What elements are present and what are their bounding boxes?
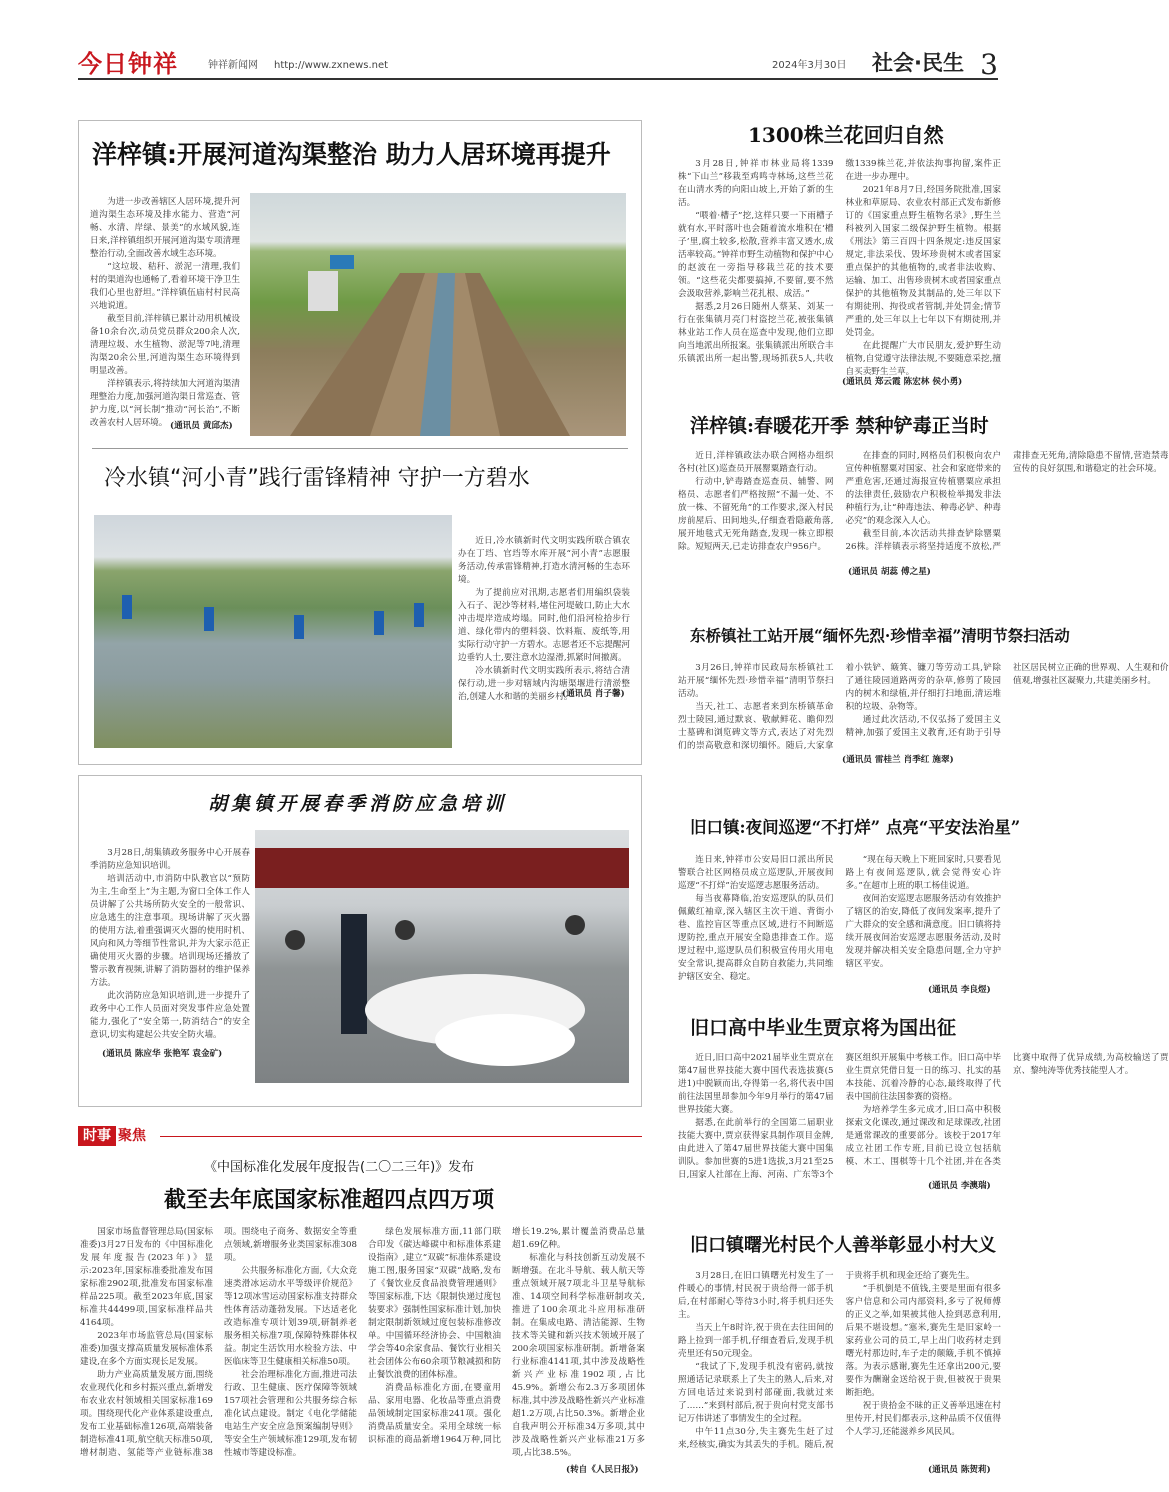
article1-title: 洋梓镇:开展河道沟渠整治 助力人居环境再提升 bbox=[92, 140, 611, 169]
article4-body: 3月28日,钟祥市林业局将1339株“下山兰”移栽至鸡鸣寺林场,这些兰花在山清水秀的向阳山坡上,开始了新的生活。 “喂着·槽子”挖,这样只要一下雨槽子就有水,平时落叶也会随着流水堆积在‘槽子’里,腐土较多,松散,营养丰富又透水,成活率较高。”钟祥市野生动植物和保护中心的赵波在一旁指导移栽兰花的技术要领。“这些花尖都要搞掉,不要留,要不然会汲取营养,影响兰花扎根、成活。” 据悉,2月26日随州人蔡某、刘某一行在张集镇月亮门村盗挖兰花,被张集镇林业站工作人员在巡查中发现,他们立即向当地派出所报案。张集镇派出所联合丰乐镇派出所一起出警,现场抓获5人,共收缴1339株兰花,并依法拘事拘留,案件正在进一步办理中。 2021年8月7日,经国务院批准,国家林业和草原局、农业农村部正式发布新修订的《国家重点野生植物名录》,野生兰科被列入国家二级保护野生植物。根据《刑法》第三百四十四条规定:违反国家规定,非法采伐、毁坏珍贵树木或者国家重点保护的其他植物的,或者非法收购、运输、加工、出售珍贵树木或者国家重点保护的其他植物及其制品的,处三年以下有期徒刑、拘役或者管制,并处罚金;情节严重的,处三年以上七年以下有期徒刑,并处罚金。 在此提醒广大市民朋友,爱护野生动植物,自觉遵守法律法规,不要随意采挖,擅自买卖野生兰草。 bbox=[678, 159, 1001, 377]
shishi-body: 国家市场监督管理总局(国家标准委)3月27日发布的《中国标准化发展年度报告(2023年)》显示:2023年,国家标准委批准发布国家标准2902项,批准发布国家标准样品225项。截至2023年底,国家标准共44499项,国家标准样品共4164项。 2023年市场监管总局(国家标准委)加强支撑高质量发展标准体系建设,在多个方面实现长足发展。 助力产业高质量发展方面,围绕农业现代化和乡村振兴重点,新增发布农业农村领域相关国家标准169项。围绕现代化产业体系建设重点,发布工业基础标准126项,高端装备制造标准41项,航空航天标准50项,增材制造、氢能等产业链标准38项。围绕电子商务、数据安全等重点领域,新增服务业类国家标准308项。 公共服务标准化方面,《大众竞速类滑冰运动水平等级评价规范》等12项冰雪运动国家标准支持群众性体育活动蓬勃发展。下达适老化改造标准专项计划39项,研制养老服务相关标准7项,保障特殊群体权益。制定生活饮用水检验方法、中医临床等卫生健康相关标准50项。 社会治理标准化方面,推进司法行政、卫生健康、医疗保障等领域157项社会管理和公共服务综合标准化试点建设。制定《电化学储能电站生产安全应急预案编制导则》等安全生产领域标准129项,发布韧性城市等建设标准。 绿色发展标准方面,11部门联合印发《碳达峰碳中和标准体系建设指南》,建立“双碳”标准体系建设施工图,服务国家“双碳”战略,发布了《餐饮业反食品浪费管理通则》等国家标准,下达《限制快递过度包装要求》强制性国家标准计划,加快制定限制新领域过度包装标准修改单。中国循环经济协会、中国粮油学会等40余家食品、餐饮行业相关社会团体公布60余项节粮减损和防止餐饮浪费的团体标准。 消费品标准化方面,在婴童用品、家用电器、化妆品等重点消费品领域制定国家标准241项。强化消费品质量安全。采用全球统一标识标准的商品新增1964万种,同比增长19.2%,累计覆盖消费品总量超1.69亿种。 标准化与科技创新互动发展不断增强。在北斗导航、载人航天等重点领域开展7项北斗卫星导航标准、14项空间科学标准研制攻关,推进了100余项北斗应用标准研制。在集成电路、清洁能源、生物技术等关键和新兴技术领域开展了200余项国家标准研制。新增备案行业标准4141项,其中涉及战略性新兴产业标准1902项,占比45.9%。新增公布2.3万多项团体标准,其中涉及战略性新兴产业标准超1.2万项,占比50.3%。新增企业自我声明公开标准34万多项,其中涉及战略性新兴产业标准21万多项,占比38.5%。 bbox=[80, 1227, 645, 1458]
site-name: 钟祥新闻网 bbox=[208, 60, 258, 71]
masthead bbox=[78, 44, 998, 80]
shishi-credit: (转自《人民日报》) bbox=[566, 1465, 639, 1475]
article8-body: 近日,旧口高中2021届毕业生贾京在第47届世界技能大赛中国代表选拔赛(5进1)中脱颖而出,夺得第一名,将代表中国前往法国里昂参加今年9月举行的第47届世界技能大赛。 据悉,在此前举行的全国第二届职业技能大赛中,贾京获得家具制作项目金牌,由此进入了第47届世界技能大赛中国集训队。参加世赛的5进1选拔,3月21至25日,国家人社部在上海、河南、广东等3个赛区组织开展集中考核工作。旧口高中毕业生贾京凭借日复一日的练习、扎实的基本技能、沉着冷静的心态,最终取得了代表中国前往法国参赛的资格。 为培养学生多元成才,旧口高中积极探索文化课改,通过课改和足球课改,社团是通常课改的重要部分。该校于2017年成立社团工作专班,目前已设立包括航模、木工、围棋等十几个社团,并在各类比赛中取得了优异成绩,为高校输送了贾京、黎纯涛等优秀技能型人才。 bbox=[678, 1053, 1169, 1180]
shishi-title: 截至去年底国家标准超四点四万项 bbox=[164, 1187, 495, 1213]
shishi-subtitle: 《中国标准化发展年度报告(二〇二三年)》发布 bbox=[204, 1160, 475, 1175]
article3-body: 3月28日,胡集镇政务服务中心开展春季消防应急知识培训。 培训活动中,市消防中队教官以“预防为主,生命至上”为主题,为窗口全体工作人员讲解了公共场所防火安全的一般常识、应急逃生的注意事项。现场讲解了灭火器的使用方法,着重强调灭火器的使用时机、风向和风力等细节性常识,并为大家示范正确使用灭火器的步骤。培训现场还播放了警示教育视频,讲解了消防器材的维护保养方法。 此次消防应急知识培训,进一步提升了政务中心工作人员面对突发事件应急处置能力,强化了“安全第一,防消结合”的安全意识,切实构建起公共安全防火墙。 bbox=[90, 848, 250, 1040]
river-cleanup-photo bbox=[250, 193, 626, 436]
article7-body: 连日来,钟祥市公安局旧口派出所民警联合社区网格员成立巡逻队,开展夜间巡逻“不打烊”治安巡逻志愿服务活动。 每当夜幕降临,治安巡逻队的队员们佩戴红袖章,深入辖区主次干道、背街小巷、监控盲区等重点区域,进行不间断巡逻防控,重点开展安全隐患排查工作。巡逻过程中,巡逻队员们积极宣传用火用电安全常识,提高群众自防自救能力,共同维护辖区安全、稳定。 “现在每天晚上下班回家时,只要看见路上有夜间巡逻队,就会觉得安心许多。”在超市上班的职工杨佳说道。 夜间治安巡逻志愿服务活动有效推护了辖区的治安,降低了夜间发案率,提升了广大群众的安全感和满意度。旧口镇将持续开展夜间治安巡逻志愿服务活动,及时发现并解决相关安全隐患问题,全力守护辖区平安。 bbox=[678, 855, 1001, 982]
article3-credit: (通讯员 陈应华 张艳军 袁金矿) bbox=[102, 1049, 223, 1059]
issue-date: 2024年3月30日 bbox=[772, 60, 847, 71]
current-affairs-tag: 时事 聚焦 bbox=[78, 1126, 158, 1146]
article2-body: 近日,冷水镇新时代文明实践所联合镇农办在丁垱、官垱等水库开展“河小青”志愿服务活动,传承雷锋精神,打造水清河畅的生态环境。 为了提前应对汛期,志愿者们用编织袋装入石子、泥沙等材料,堵住河堤破口,防止大水冲击堤岸造成垮塌。同时,他们沿河检拾步行道、绿化带内的塑料袋、饮料瓶、废纸等,用实际行动守护一方碧水。志愿者还不忘提醒河边垂钓人士,要注意水边湿滑,抓紧时间撤离。 冷水镇新时代文明实践所表示,将结合清保行动,进一步对辖域内沟塘渠堰进行清淤整治,创建人水和谐的美丽乡村。 bbox=[458, 536, 630, 702]
article4-title: 1300株兰花回归自然 bbox=[748, 123, 944, 147]
article8-title: 旧口高中毕业生贾京将为国出征 bbox=[690, 1017, 957, 1039]
article1-body: 为进一步改善辖区人居环境,提升河道沟渠生态环境及排水能力、营造“河畅、水清、岸绿、景美”的水域风貌,连日来,洋梓镇组织开展河道沟渠专项清理整治行动,全面改善水域生态环境。 “这垃圾、秸秆、淤泥一清理,我们村的渠道沟也通畅了,看着环境干净卫生我们心里也舒坦。”洋梓镇伍庙村村民高兴地说道。 截至目前,洋梓镇已累计动用机械设备10余台次,动员党员群众200余人次,清理垃圾、水生植物、淤泥等7吨,清理沟渠20余公里,河道沟渠生态环境得到明显改善。 洋梓镇表示,将持续加大河道沟渠清理整治力度,加强河道沟渠日常巡查、管护力度,以“河长制”推动“河长治”,不断改善农村人居环境。 bbox=[90, 197, 240, 428]
article3-title: 胡集镇开展春季消防应急培训 bbox=[208, 793, 508, 815]
article9-credit: (通讯员 陈贺莉) bbox=[928, 1465, 991, 1475]
article5-body: 近日,洋梓镇政法办联合网格办组织各村(社区)巡查员开展罂粟踏查行动。 行动中,铲毒踏查巡查员、辅警、网格员、志愿者们严格按照“不漏一处、不放一株、不留死角”的工作要求,深入村民房前屋后、田间地头,仔细查看隐蔽角落,展开地毯式无死角踏查,发现一株立即根除。短短两天,已走访排查农户956户。 在排查的同时,网格员们积极向农户宣传种植罂粟对国家、社会和家庭带来的严重危害,还通过海报宣传植罂粟应承担的法律责任,鼓励农户积极检举揭发非法种植行为,让“种毒违法、种毒必铲、种毒必究”的观念深入人心。 截至目前,本次活动共排查铲除罂粟26株。洋梓镇表示将坚持适度不放松,严肃排查无死角,清除隐患不留情,营造禁毒宣传的良好氛围,和谐稳定的社会环境。 bbox=[678, 451, 1169, 552]
article2-title: 冷水镇“河小青”践行雷锋精神 守护一方碧水 bbox=[104, 466, 530, 491]
article6-title: 东桥镇社工站开展“缅怀先烈·珍惜幸福”清明节祭扫活动 bbox=[690, 626, 1070, 645]
fire-drill-photo bbox=[255, 830, 629, 1083]
river-volunteers-photo-art bbox=[94, 515, 452, 748]
newspaper-logo: 今日钟祥 bbox=[78, 49, 178, 78]
page-number: 3 bbox=[980, 48, 998, 81]
article5-credit: (通讯员 胡蕊 傅之星) bbox=[848, 567, 931, 577]
section-name: 社会·民生 bbox=[872, 51, 964, 75]
article7-title: 旧口镇:夜间巡逻“不打烊” 点亮“平安法治星” bbox=[690, 818, 1021, 837]
site-url[interactable]: http://www.zxnews.net bbox=[274, 60, 389, 71]
article4-credit: (通讯员 郑云霞 陈宏林 侯小勇) bbox=[842, 377, 963, 387]
article1-credit: (通讯员 黄邱杰) bbox=[170, 421, 233, 431]
river-cleanup-photo-art bbox=[250, 193, 626, 436]
article9-title: 旧口镇曙光村民个人善举彰显小村大义 bbox=[690, 1235, 996, 1256]
article9-body: 3月28日,在旧口镇曙光村发生了一件暖心的事情,村民祝于贵给得一部手机后,在村部耐心等待3小时,将手机归还失主。 当天上午8时许,祝于贵在去往田间的路上捡到一部手机,仔细查看后,发现手机壳里还有50元现金。 “我试了下,发现手机没有密码,就按照通话记录联系上了失主的熟人,后来,对方回电话过来说到村部碰面,我就过来了……”来到村部后,祝于贵向村党支部书记万伟讲述了事情发生的全过程。 中午11点30分,失主赛先生赶了过来,经核实,确实为其丢失的手机。随后,祝于贵将手机和现金还给了赛先生。 “手机倒是不值钱,主要是里面有很多客户信息和公司内部资料,多亏了祝师傅的正义之举,如果被其他人捡到恶意利用,后果不堪设想。”塞米,赛先生是旧家岭一家药业公司的员工,早上出门收药材走到曙光村那边时,车子走的颠簸,手机不慎掉落。为表示感谢,赛先生还拿出200元,要要作为酬谢金送给祝于贵,但被祝于贵果断拒绝。 祝于贵拾金不昧的正义善举迅速在村里传开,村民们都表示,这种品质不仅值得个人学习,还能滋养乡风民风。 bbox=[678, 1271, 1001, 1450]
article8-credit: (通讯员 李澳瑞) bbox=[928, 1181, 991, 1191]
article6-credit: (通讯员 雷桂兰 肖季红 施翠) bbox=[842, 755, 954, 765]
article5-title: 洋梓镇:春暖花开季 禁种铲毒正当时 bbox=[690, 415, 989, 437]
river-volunteers-photo bbox=[94, 515, 452, 748]
fire-drill-photo-art bbox=[255, 830, 629, 1083]
separator bbox=[92, 448, 628, 449]
tag-underline bbox=[160, 1136, 642, 1137]
article2-credit: (通讯员 肖子馨) bbox=[562, 689, 625, 699]
article7-credit: (通讯员 李良煜) bbox=[928, 985, 991, 995]
article6-body: 3月26日,钟祥市民政局东桥镇社工站开展“缅怀先烈·珍惜幸福”清明节祭扫活动。 当天,社工、志愿者来到东桥镇革命烈士陵园,通过默哀、敬献鲜花、瞻仰烈士墓碑和浏览碑文等方式,表达了对先烈们的崇高敬意和深切缅怀。随后,大家拿着小铁铲、簸箕、镰刀等劳动工具,铲除了通往陵园道路两旁的杂草,修剪了陵园内的树木和绿植,并仔细打扫地面,清运堆积的垃圾、杂物等。 通过此次活动,不仅弘扬了爱国主义精神,加强了爱国主义教育,还有助于引导社区居民树立正确的世界观、人生观和价值观,增强社区凝聚力,共建美丽乡村。 bbox=[678, 663, 1169, 751]
